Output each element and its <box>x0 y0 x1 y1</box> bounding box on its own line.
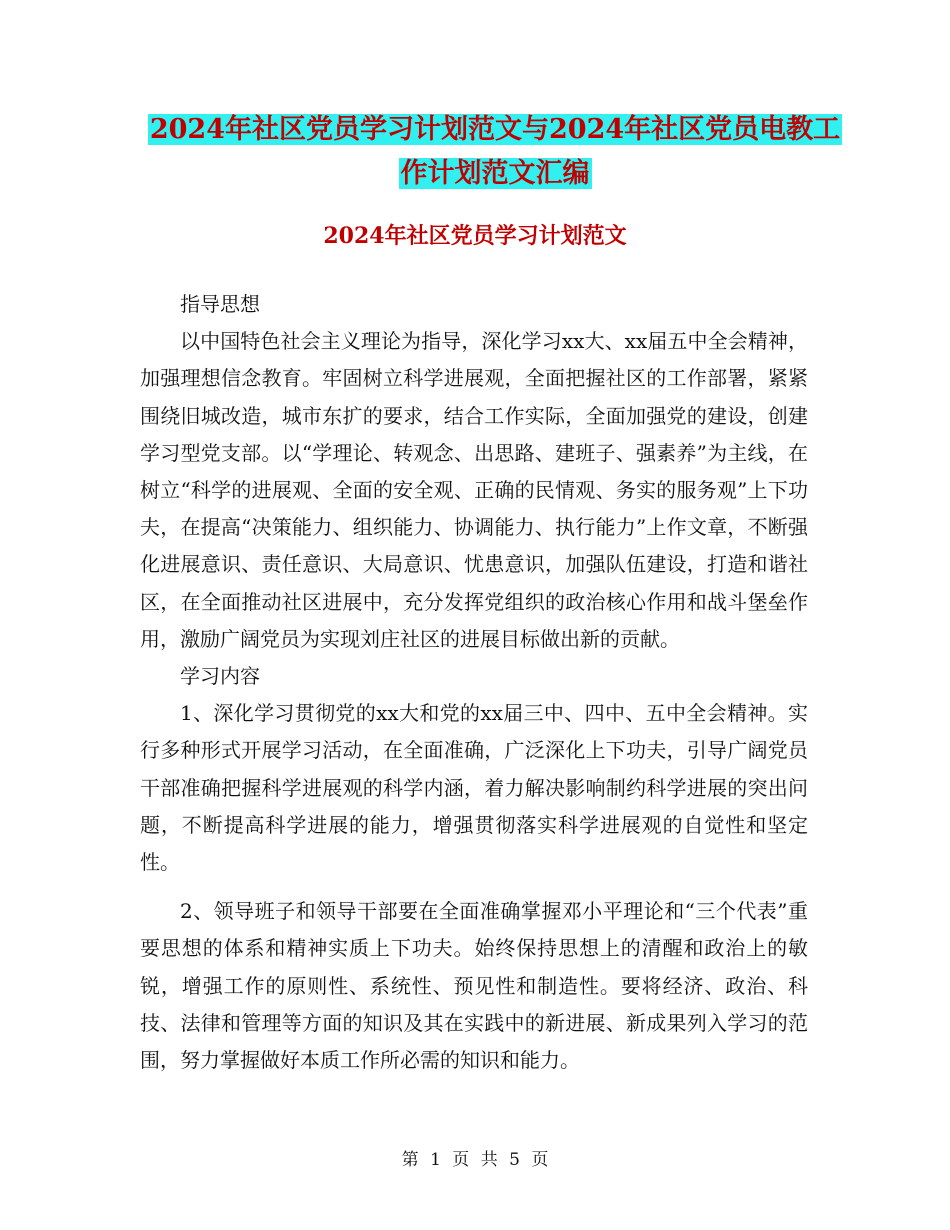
paragraph-item-1: 1、深化学习贯彻党的xx大和党的xx届三中、四中、五中全会精神。实行多种形式开展学习活动，在全面准确，广泛深化上下功夫，引导广阔党员干部准确把握科学进展观的科学内涵，着力解决影响制约科学进展的突出问题，不断提高科学进展的能力，增强贯彻落实科学进展观的自觉性和坚定性。 <box>140 701 808 875</box>
document-body <box>140 286 808 1079</box>
paragraph-guiding-ideology: 以中国特色社会主义理论为指导，深化学习xx大、xx届五中全会精神，加强理想信念教育。牢固树立科学进展观，全面把握社区的工作部署，紧紧围绕旧城改造，城市东扩的要求，结合工作实际，全面加强党的建设，创建学习型党支部。以“学理论、转观念、出思路、建班子、强素养”为主线，在树立“科学的进展观、全面的安全观、正确的民情观、务实的服务观”上下功夫，在提高“决策能力、组织能力、协调能力、执行能力”上作文章，不断强化进展意识、责任意识、大局意识、忧患意识，加强队伍建设，打造和谐社区，在全面推动社区进展中，充分发挥党组织的政治核心作用和战斗堡垒作用，激励广阔党员为实现刘庄社区的进展目标做出新的贡献。 <box>140 329 808 651</box>
section-title: 2024年社区党员学习计划范文 <box>323 223 627 249</box>
heading-guiding-ideology: 指导思想 <box>180 292 260 316</box>
heading-study-content: 学习内容 <box>180 664 260 689</box>
paragraph-item-2: 2、领导班子和领导干部要在全面准确掌握邓小平理论和“三个代表”重要思想的体系和精神实质上下功夫。始终保持思想上的清醒和政治上的敏锐，增强工作的原则性、系统性、预见性和制造性。要将经济、政治、科技、法律和管理等方面的知识及其在实践中的新进展、新成果列入学习的范围，努力掌握做好本质工作所必需的知识和能力。 <box>140 899 808 1073</box>
document-title-highlight: 2024年社区党员学习计划范文与2024年社区党员电教工作计划范文汇编 <box>149 114 841 189</box>
document-title <box>140 108 850 196</box>
page-footer: 第 1 页 共 5 页 <box>401 1150 549 1170</box>
